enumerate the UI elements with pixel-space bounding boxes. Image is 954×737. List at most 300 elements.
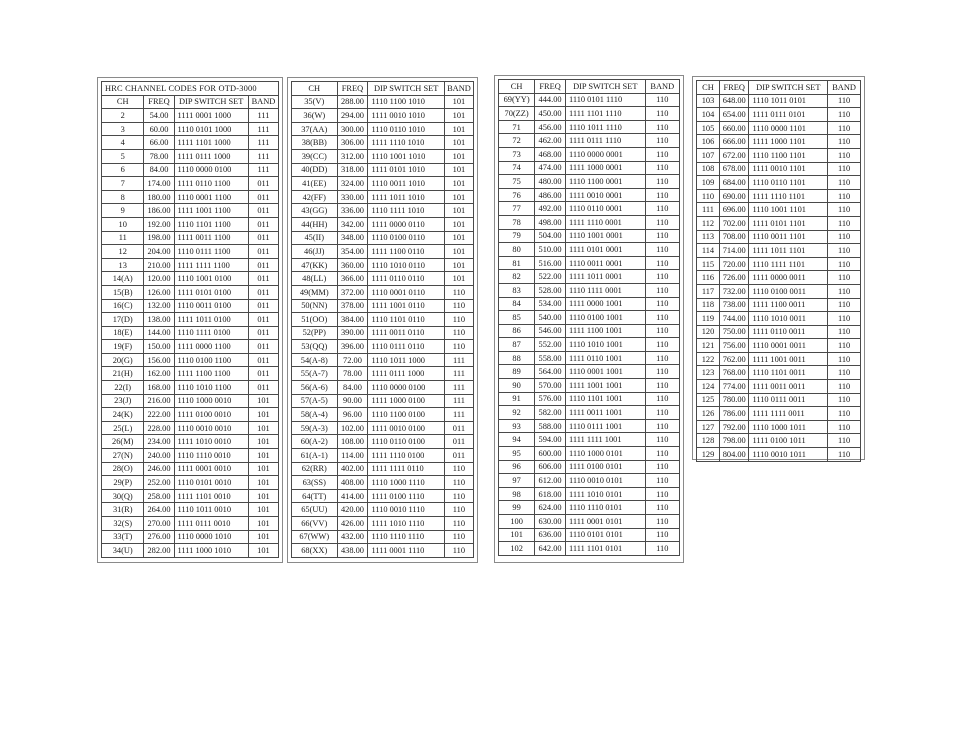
cell-dip-switch-set: 1111 0111 1110 [565,134,645,148]
cell-freq: 786.00 [719,407,749,421]
cell-band: 111 [444,408,473,422]
cell-ch: 84 [499,297,535,311]
header-ch: CH [697,81,720,95]
cell-ch: 52(PP) [292,326,338,340]
cell-band: 101 [248,394,278,408]
cell-ch: 79 [499,229,535,243]
table-row [697,407,861,421]
cell-ch: 113 [697,230,720,244]
cell-ch: 60(A-2) [292,435,338,449]
table-row [697,339,861,353]
cell-band: 111 [444,367,473,381]
cell-dip-switch-set: 1111 1000 0001 [565,161,645,175]
cell-freq: 318.00 [337,163,368,177]
cell-dip-switch-set: 1110 0110 1010 [368,122,444,136]
table-row [292,313,474,327]
cell-dip-switch-set: 1110 1010 1001 [565,338,645,352]
cell-freq: 312.00 [337,149,368,163]
cell-ch: 103 [697,94,720,108]
cell-freq: 264.00 [144,503,174,517]
table-row [697,121,861,135]
cell-band: 110 [828,216,861,230]
cell-ch: 118 [697,298,720,312]
cell-ch: 85 [499,311,535,325]
cell-freq: 120.00 [144,272,174,286]
cell-freq: 288.00 [337,95,368,109]
cell-band: 110 [828,148,861,162]
cell-dip-switch-set: 1110 0101 1000 [174,122,248,136]
cell-freq: 594.00 [535,433,566,447]
cell-band: 110 [645,270,679,284]
cell-band: 110 [828,380,861,394]
cell-ch: 112 [697,216,720,230]
cell-dip-switch-set: 1110 0010 1011 [749,448,828,462]
cell-band: 110 [645,93,679,107]
cell-freq: 702.00 [719,216,749,230]
cell-band: 110 [828,271,861,285]
cell-dip-switch-set: 1110 1011 0010 [174,503,248,517]
cell-dip-switch-set: 1110 1100 0100 [368,408,444,422]
cell-dip-switch-set: 1110 0000 1101 [749,121,828,135]
cell-ch: 115 [697,257,720,271]
cell-ch: 73 [499,147,535,161]
cell-dip-switch-set: 1111 0000 1001 [565,297,645,311]
cell-freq: 474.00 [535,161,566,175]
header-row [697,81,861,95]
cell-ch: 48(LL) [292,272,338,286]
cell-ch: 37(AA) [292,122,338,136]
cell-dip-switch-set: 1111 0001 1110 [368,544,444,558]
table-row [292,285,474,299]
cell-ch: 16(C) [102,299,144,313]
cell-freq: 426.00 [337,517,368,531]
table-row [697,244,861,258]
cell-dip-switch-set: 1111 0100 0010 [174,408,248,422]
cell-dip-switch-set: 1110 1101 1100 [174,217,248,231]
table-row [697,271,861,285]
header-band: BAND [248,95,278,109]
table-row [499,487,680,501]
table-row [697,257,861,271]
cell-band: 101 [248,435,278,449]
cell-band: 101 [248,530,278,544]
header-row [292,82,474,96]
cell-freq: 720.00 [719,257,749,271]
table-row [499,93,680,107]
table-row [292,340,474,354]
cell-dip-switch-set: 1111 0101 1101 [749,216,828,230]
table-row [499,365,680,379]
table-row [499,433,680,447]
cell-freq: 78.00 [337,367,368,381]
cell-dip-switch-set: 1111 0111 1000 [368,367,444,381]
cell-dip-switch-set: 1111 1010 0010 [174,435,248,449]
channel-table-4 [696,80,861,462]
cell-freq: 108.00 [337,435,368,449]
table-row [292,517,474,531]
cell-freq: 234.00 [144,435,174,449]
table-row [102,245,279,259]
cell-freq: 324.00 [337,177,368,191]
cell-dip-switch-set: 1111 1001 1100 [174,204,248,218]
cell-dip-switch-set: 1110 0111 1100 [174,245,248,259]
table-row [102,462,279,476]
cell-band: 110 [828,352,861,366]
cell-ch: 39(CC) [292,149,338,163]
table-row [499,202,680,216]
cell-band: 110 [645,351,679,365]
channel-table-3 [498,79,680,556]
cell-band: 110 [828,312,861,326]
table-row [499,297,680,311]
cell-band: 110 [444,285,473,299]
table-row [499,311,680,325]
cell-dip-switch-set: 1111 1101 1000 [174,136,248,150]
cell-freq: 546.00 [535,324,566,338]
table-row [292,272,474,286]
cell-band: 101 [248,408,278,422]
cell-dip-switch-set: 1110 1100 0001 [565,175,645,189]
cell-freq: 282.00 [144,544,174,558]
cell-freq: 588.00 [535,419,566,433]
cell-band: 110 [645,243,679,257]
cell-ch: 57(A-5) [292,394,338,408]
cell-ch: 43(GG) [292,204,338,218]
cell-freq: 624.00 [535,501,566,515]
cell-dip-switch-set: 1111 1010 0101 [565,487,645,501]
cell-freq: 792.00 [719,420,749,434]
cell-band: 111 [248,163,278,177]
cell-band: 110 [828,94,861,108]
cell-dip-switch-set: 1111 1001 0011 [749,352,828,366]
cell-band: 110 [444,544,473,558]
cell-band: 011 [444,449,473,463]
cell-band: 101 [444,163,473,177]
cell-ch: 125 [697,393,720,407]
table-row [499,419,680,433]
cell-band: 110 [828,189,861,203]
cell-dip-switch-set: 1111 0011 0110 [368,326,444,340]
cell-band: 110 [645,297,679,311]
cell-band: 110 [645,147,679,161]
cell-dip-switch-set: 1110 1011 1110 [565,120,645,134]
cell-band: 110 [645,379,679,393]
cell-dip-switch-set: 1110 0001 0011 [749,339,828,353]
cell-ch: 30(Q) [102,489,144,503]
cell-freq: 534.00 [535,297,566,311]
cell-ch: 122 [697,352,720,366]
cell-ch: 91 [499,392,535,406]
table-row [697,230,861,244]
cell-band: 101 [444,109,473,123]
cell-freq: 678.00 [719,162,749,176]
table-row [697,312,861,326]
cell-dip-switch-set: 1111 1100 0011 [749,298,828,312]
cell-band: 101 [248,421,278,435]
cell-dip-switch-set: 1110 1111 0100 [174,326,248,340]
cell-ch: 90 [499,379,535,393]
cell-band: 110 [645,229,679,243]
table-row [499,542,680,556]
cell-band: 101 [444,217,473,231]
cell-band: 110 [645,392,679,406]
cell-freq: 498.00 [535,215,566,229]
cell-dip-switch-set: 1111 1100 0110 [368,245,444,259]
cell-band: 111 [444,394,473,408]
cell-band: 111 [248,109,278,123]
cell-freq: 462.00 [535,134,566,148]
cell-dip-switch-set: 1110 1110 0010 [174,449,248,463]
cell-dip-switch-set: 1111 0000 0011 [749,271,828,285]
table-row [499,107,680,121]
table-row [292,149,474,163]
cell-ch: 86 [499,324,535,338]
cell-ch: 50(NN) [292,299,338,313]
cell-ch: 10 [102,217,144,231]
cell-band: 011 [444,435,473,449]
cell-band: 111 [248,149,278,163]
header-band: BAND [444,82,473,96]
table-row [102,190,279,204]
cell-dip-switch-set: 1111 1011 1101 [749,244,828,258]
cell-freq: 384.00 [337,313,368,327]
table-row [292,353,474,367]
table-row [102,258,279,272]
cell-freq: 414.00 [337,489,368,503]
table-row [292,231,474,245]
cell-ch: 110 [697,189,720,203]
cell-band: 011 [248,381,278,395]
cell-band: 110 [828,393,861,407]
cell-freq: 714.00 [719,244,749,258]
cell-ch: 83 [499,283,535,297]
table-row [499,243,680,257]
cell-dip-switch-set: 1110 1110 1110 [368,530,444,544]
table-row [102,204,279,218]
cell-ch: 120 [697,325,720,339]
cell-band: 101 [444,177,473,191]
header-band: BAND [828,81,861,95]
cell-ch: 65(UU) [292,503,338,517]
cell-freq: 780.00 [719,393,749,407]
cell-freq: 666.00 [719,135,749,149]
cell-freq: 456.00 [535,120,566,134]
cell-dip-switch-set: 1111 1111 0110 [368,462,444,476]
cell-freq: 630.00 [535,515,566,529]
cell-freq: 672.00 [719,148,749,162]
cell-ch: 108 [697,162,720,176]
cell-ch: 123 [697,366,720,380]
cell-freq: 660.00 [719,121,749,135]
cell-freq: 492.00 [535,202,566,216]
channel-table-2 [291,81,474,558]
cell-dip-switch-set: 1111 0101 0001 [565,243,645,257]
table-row [292,408,474,422]
table-row [292,544,474,558]
cell-dip-switch-set: 1110 0011 1010 [368,177,444,191]
table-row [292,421,474,435]
cell-ch: 15(B) [102,285,144,299]
cell-dip-switch-set: 1111 0101 1010 [368,163,444,177]
cell-freq: 726.00 [719,271,749,285]
cell-band: 011 [248,313,278,327]
cell-freq: 90.00 [337,394,368,408]
cell-ch: 129 [697,448,720,462]
cell-band: 110 [645,515,679,529]
cell-band: 110 [828,203,861,217]
cell-freq: 174.00 [144,177,174,191]
cell-band: 110 [645,528,679,542]
header-row [102,95,279,109]
table-row [292,95,474,109]
cell-ch: 104 [697,108,720,122]
table-row [697,380,861,394]
cell-ch: 46(JJ) [292,245,338,259]
cell-freq: 144.00 [144,326,174,340]
cell-dip-switch-set: 1111 0100 1011 [749,434,828,448]
cell-freq: 450.00 [535,107,566,121]
cell-dip-switch-set: 1110 0011 0100 [174,299,248,313]
table-row [102,109,279,123]
table-row [292,367,474,381]
cell-band: 101 [444,136,473,150]
cell-ch: 6 [102,163,144,177]
table-row [292,190,474,204]
cell-freq: 768.00 [719,366,749,380]
cell-ch: 18(E) [102,326,144,340]
cell-freq: 750.00 [719,325,749,339]
header-freq: FREQ [337,82,368,96]
cell-freq: 390.00 [337,326,368,340]
cell-dip-switch-set: 1111 0100 0101 [565,460,645,474]
cell-band: 110 [444,476,473,490]
cell-dip-switch-set: 1110 0011 1101 [749,230,828,244]
cell-ch: 20(G) [102,353,144,367]
cell-ch: 107 [697,148,720,162]
cell-freq: 102.00 [337,421,368,435]
cell-dip-switch-set: 1111 1110 1010 [368,136,444,150]
cell-freq: 618.00 [535,487,566,501]
cell-freq: 708.00 [719,230,749,244]
cell-dip-switch-set: 1110 1010 0110 [368,258,444,272]
cell-band: 101 [248,449,278,463]
cell-dip-switch-set: 1110 1010 1100 [174,381,248,395]
cell-freq: 294.00 [337,109,368,123]
table-row [102,435,279,449]
cell-band: 110 [645,542,679,556]
panel-2 [287,77,478,563]
cell-freq: 330.00 [337,190,368,204]
cell-freq: 114.00 [337,449,368,463]
cell-ch: 58(A-4) [292,408,338,422]
cell-freq: 186.00 [144,204,174,218]
cell-freq: 552.00 [535,338,566,352]
cell-freq: 612.00 [535,474,566,488]
cell-freq: 78.00 [144,149,174,163]
cell-band: 110 [828,230,861,244]
cell-ch: 51(OO) [292,313,338,327]
cell-dip-switch-set: 1111 1110 0001 [565,215,645,229]
cell-band: 110 [645,365,679,379]
table-row [292,381,474,395]
cell-ch: 53(QQ) [292,340,338,354]
cell-ch: 54(A-8) [292,353,338,367]
cell-band: 110 [828,448,861,462]
cell-ch: 5 [102,149,144,163]
cell-freq: 408.00 [337,476,368,490]
table-row [292,204,474,218]
cell-freq: 216.00 [144,394,174,408]
cell-ch: 25(L) [102,421,144,435]
cell-ch: 4 [102,136,144,150]
cell-ch: 17(D) [102,313,144,327]
cell-ch: 119 [697,312,720,326]
cell-freq: 468.00 [535,147,566,161]
cell-freq: 480.00 [535,175,566,189]
cell-band: 111 [248,122,278,136]
cell-band: 110 [828,339,861,353]
cell-dip-switch-set: 1110 1011 1000 [368,353,444,367]
cell-ch: 88 [499,351,535,365]
cell-band: 110 [645,107,679,121]
cell-ch: 61(A-1) [292,449,338,463]
header-band: BAND [645,80,679,94]
cell-band: 110 [828,135,861,149]
cell-freq: 360.00 [337,258,368,272]
cell-dip-switch-set: 1111 1101 0101 [565,542,645,556]
cell-band: 110 [645,188,679,202]
cell-dip-switch-set: 1110 0100 0110 [368,231,444,245]
table-row [292,217,474,231]
table-row [102,136,279,150]
cell-dip-switch-set: 1110 1111 1010 [368,204,444,218]
cell-freq: 732.00 [719,284,749,298]
table-row [499,406,680,420]
cell-band: 110 [645,501,679,515]
table-row [292,299,474,313]
cell-dip-switch-set: 1110 0010 1110 [368,503,444,517]
table-row [102,517,279,531]
cell-dip-switch-set: 1110 0000 1010 [174,530,248,544]
cell-band: 110 [828,434,861,448]
cell-ch: 72 [499,134,535,148]
cell-band: 101 [248,462,278,476]
cell-band: 110 [444,326,473,340]
cell-band: 110 [645,338,679,352]
cell-band: 110 [645,256,679,270]
cell-ch: 44(HH) [292,217,338,231]
cell-ch: 77 [499,202,535,216]
cell-ch: 80 [499,243,535,257]
cell-freq: 762.00 [719,352,749,366]
cell-band: 110 [828,366,861,380]
table-row [292,449,474,463]
table-row [697,284,861,298]
cell-dip-switch-set: 1111 0010 0001 [565,188,645,202]
table-row [697,434,861,448]
cell-dip-switch-set: 1110 0110 1101 [749,176,828,190]
cell-ch: 95 [499,447,535,461]
cell-freq: 228.00 [144,421,174,435]
cell-freq: 162.00 [144,367,174,381]
cell-freq: 540.00 [535,311,566,325]
cell-freq: 336.00 [337,204,368,218]
table-row [102,231,279,245]
cell-dip-switch-set: 1111 1001 1001 [565,379,645,393]
table-row [102,421,279,435]
cell-ch: 127 [697,420,720,434]
table-row [499,120,680,134]
